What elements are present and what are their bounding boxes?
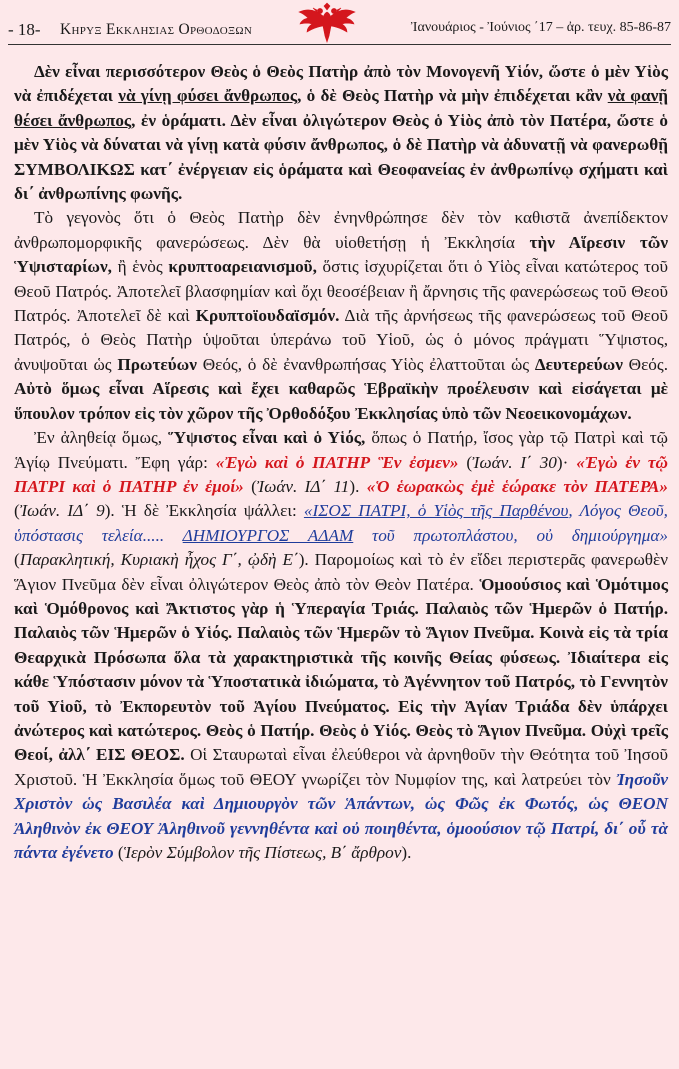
p3-text-7: ( <box>14 501 20 521</box>
publication-title: Κηρυξ Εκκλησιας Ορθοδοξων <box>60 21 253 38</box>
issue-date: Ἰανουάριος - Ἰούνιος ΄17 – ἀρ. τευχ. 85-86-87 <box>410 20 671 35</box>
p3-hymn-3: ΔΗΜΙΟΥΡΓΟΣ ΑΔΑΜ <box>182 525 354 545</box>
p2-bold-4: Πρωτεύων <box>117 354 197 374</box>
p3-text-5: ( <box>243 476 257 496</box>
p3-hymn-4: τοῦ πρωτοπλάστου, οὐ δημιούργημα» <box>353 525 668 545</box>
p3-ref-5: Ἱερὸν Σύμβολον τῆς Πίστεως, Β΄ ἄρθρον <box>123 843 402 862</box>
p2-text-6: Θεός. <box>622 354 669 374</box>
p1-underline-1: νὰ γίνῃ φύσει ἄνθρωπος <box>118 86 298 106</box>
p3-hymn-2: , Λόγος Θεοῦ, ὑπόστασις τελεία..... <box>14 501 668 545</box>
p3-text-1: Ἐν ἀληθείᾳ ὅμως, <box>34 428 169 448</box>
p3-hymn-1: «ΙΣΟΣ ΠΑΤΡΙ, ὁ Υἱὸς τῆς Παρθένου <box>303 501 569 521</box>
p1-text-3: , ἐν ὁράματι. Δὲν εἶναι ὀλιγώτερον Θεὸς ὁ Υἱὸς ἀπὸ τὸν Πατέρα, ὥστε ὁ μὲν Υἱὸς νὰ δύναται νὰ γίνῃ κατὰ φύσιν ἄνθρωπος, ὁ δὲ Πατὴρ νὰ ἀδυνατῇ νὰ φανερωθῇ ΣΥΜΒΟΛΙΚΩΣ κατ΄ ἐνέργειαν εἰς ὁράματα καὶ Θεοφανείας ἐν ἀνθρωπίνῳ σχήματι καὶ δι΄ ἀνθρωπίνης φωνῆς. <box>14 110 668 204</box>
paragraph-3 <box>14 426 668 865</box>
page-header <box>0 0 679 50</box>
p3-text-4: )· <box>556 452 577 472</box>
p1-underline-2: νὰ φανῇ θέσει ἄνθρωπος <box>14 86 669 130</box>
p2-text-4: Διὰ τῆς ἀρνήσεως τῆς φανερώσεως τοῦ Θεοῦ Πατρός, ὁ Θεὸς Πατὴρ ὑψοῦται ὑπεράνω τοῦ Υἱοῦ, ὡς ὁ μόνος πράγματι Ὕψιστος, ἀνυψοῦται ὡς <box>14 306 668 374</box>
p3-text-6: ). <box>349 476 367 496</box>
p3-bold-2: Ὁμοούσιος καὶ Ὁμότιμος καὶ Ὁμόθρονος καὶ Ἄκτιστος γὰρ ἡ Ὑπεραγία Τριάς. Παλαιὸς τῶν Ἡμερῶν ὁ Πατήρ. Παλαιὸς τῶν Ἡμερῶν ὁ Υἱός. Παλαιὸς τῶν Ἡμερῶν τὸ Ἅγιον Πνεῦμα. Κοινὰ εἰς τὰ τρία Θεαρχικὰ Πρόσωπα ὅλα τὰ χαρακτηριστικὰ τῆς κοινῆς Θείας φύσεως. Ἰδιαίτερα εἰς κάθε Ὑπόστασιν μόνον τὰ Ὑποστατικὰ ἰδιώματα, τὸ Ἀγέννητον τοῦ Πατρός, τὸ Γεννητὸν τοῦ Υἱοῦ, τὸ Ἐκπορευτὸν τοῦ Ἁγίου Πνεύματος. Εἰς τὴν Ἁγίαν Τριάδα δὲν ὑπάρχει ἀνώτερος καὶ κατώτερος. Θεὸς ὁ Πατήρ. Θεὸς ὁ Υἱός. Θεὸς τὸ Ἅγιον Πνεῦμα. Οὐχὶ τρεῖς Θεοί, ἀλλ΄ ΕΙΣ ΘΕΟΣ. <box>14 574 668 765</box>
p2-text-5: Θεός, ὁ δὲ ἐνανθρωπήσας Υἱὸς ἐλαττοῦται ὡς <box>196 354 535 374</box>
p3-creed-quote: Ἰησοῦν Χριστὸν ὡς Βασιλέα καὶ Δημιουργὸν τῶν Ἁπάντων, ὡς Φῶς ἐκ Φωτός, ὡς ΘΕΟΝ Ἀληθινὸν ἐκ ΘΕΟΥ Ἀληθινοῦ γεννηθέντα καὶ οὐ ποιηθέντα, ὁμοούσιον τῷ Πατρί, δι΄ οὗ τὰ πάντα ἐγένετο <box>14 769 668 862</box>
p1-text-2: , ὁ δὲ Θεὸς Πατὴρ νὰ μὴν ἐπιδέχεται κἂν <box>297 86 608 106</box>
p3-quote-2: «Ἐγὼ ἐν τῷ ΠΑΤΡΙ καὶ ὁ ΠΑΤΗΡ ἐν ἐμοί» <box>14 452 668 496</box>
p3-text-8: ). Ἡ δὲ Ἐκκλησία ψάλλει: <box>104 501 304 521</box>
p3-bold-1: Ὕψιστος εἶναι καὶ ὁ Υἱός, <box>168 428 366 448</box>
p3-ref-3: Ἰωάν. ΙΔ΄ 9 <box>19 501 105 521</box>
article-body <box>14 60 668 865</box>
p2-bold-2: κρυπτοαρειανισμοῦ, <box>168 257 317 277</box>
p3-quote-3: «Ὁ ἑωρακὼς ἐμὲ ἑώρακε τὸν ΠΑΤΕΡΑ» <box>366 476 668 496</box>
p3-text-9: ( <box>14 550 20 570</box>
p2-bold-3: Κρυπτοϊουδαϊσμόν. <box>195 306 340 326</box>
p3-text-13: ). <box>401 843 412 862</box>
p3-ref-2: Ἰωάν. ΙΔ΄ 11 <box>256 476 350 496</box>
page-number: - 18- <box>8 20 41 39</box>
p3-text-10: ). Παρομοίως καὶ τὸ ἐν εἴδει περιστερᾶς φανερωθὲν Ἅγιον Πνεῦμα δὲν εἶναι ὀλιγώτερον Θεὸς ἀπὸ τὸν Θεὸν Πατέρα. <box>14 550 668 594</box>
p3-text-12: ( <box>113 843 124 862</box>
p2-text-3: ὅστις ἰσχυρίζεται ὅτι ὁ Υἱὸς εἶναι κατώτερος τοῦ Θεοῦ Πατρός. Ἀποτελεῖ βλασφημίαν καὶ ὄχι θεοσέβειαν ἢ ἄρνησις τῆς φανερώσεως τοῦ Θεοῦ Πατρός. Ἀποτελεῖ δὲ καὶ <box>14 257 668 326</box>
paragraph-2 <box>14 206 668 426</box>
header-divider <box>8 44 671 45</box>
p2-bold-6: Αὐτὸ ὅμως εἶναι Αἵρεσις καὶ ἔχει καθαρῶς Ἑβραϊκὴν προέλευσιν καὶ εἰσάγεται μὲ ὕπουλον τρόπον εἰς τὸν χῶρον τῆς Ὀρθοδόξου Ἐκκλησίας ὑπὸ τῶν Νεοεικονομάχων. <box>14 379 668 423</box>
p1-text-1: Δὲν εἶναι περισσότερον Θεὸς ὁ Θεὸς Πατὴρ ἀπὸ τὸν Μονογενῆ Υἱόν, ὥστε ὁ μὲν Υἱὸς νὰ ἐπιδέχεται <box>14 62 668 106</box>
p2-text-2: ἢ ἑνὸς <box>111 257 169 277</box>
p3-text-3: ( <box>458 452 473 472</box>
p3-text-2: ὅπως ὁ Πατήρ, ἴσος γὰρ τῷ Πατρὶ καὶ τῷ Ἁγίῳ Πνεύματι. Ἔφη γάρ: <box>14 428 668 472</box>
p3-ref-4: Παρακλητική, Κυριακὴ ἦχος Γ΄, ᾠδὴ Ε΄ <box>19 550 299 570</box>
p2-bold-5: Δευτερεύων <box>534 354 623 374</box>
paragraph-1 <box>14 60 668 206</box>
p2-bold-1: τὴν Αἵρεσιν τῶν Ὑψισταρίων, <box>14 232 668 277</box>
double-headed-eagle-icon <box>296 2 358 44</box>
p3-quote-1: «Ἐγὼ καὶ ὁ ΠΑΤΗΡ Ἓν ἐσμεν» <box>215 452 459 472</box>
p3-text-11: Οἱ Σταυρωταὶ εἶναι ἐλεύθεροι νὰ ἀρνηθοῦν τὴν Θεότητα τοῦ Ἰησοῦ Χριστοῦ. Ἡ Ἐκκλησία ὅμως τοῦ ΘΕΟΥ γνωρίζει τὸν Νυμφίον της, καὶ λατρεύει τὸν <box>14 745 668 789</box>
p2-text-1: Τὸ γεγονὸς ὅτι ὁ Θεὸς Πατὴρ δὲν ἐνηνθρώπησε δὲν τὸν καθιστᾶ ἀνεπίδεκτον ἀνθρωπομορφικῆς φανερώσεως. Δὲν θὰ υἱοθετήσῃ ἡ Ἐκκλησία <box>14 208 668 252</box>
p3-ref-1: Ἰωάν. Ι΄ 30 <box>472 452 557 472</box>
